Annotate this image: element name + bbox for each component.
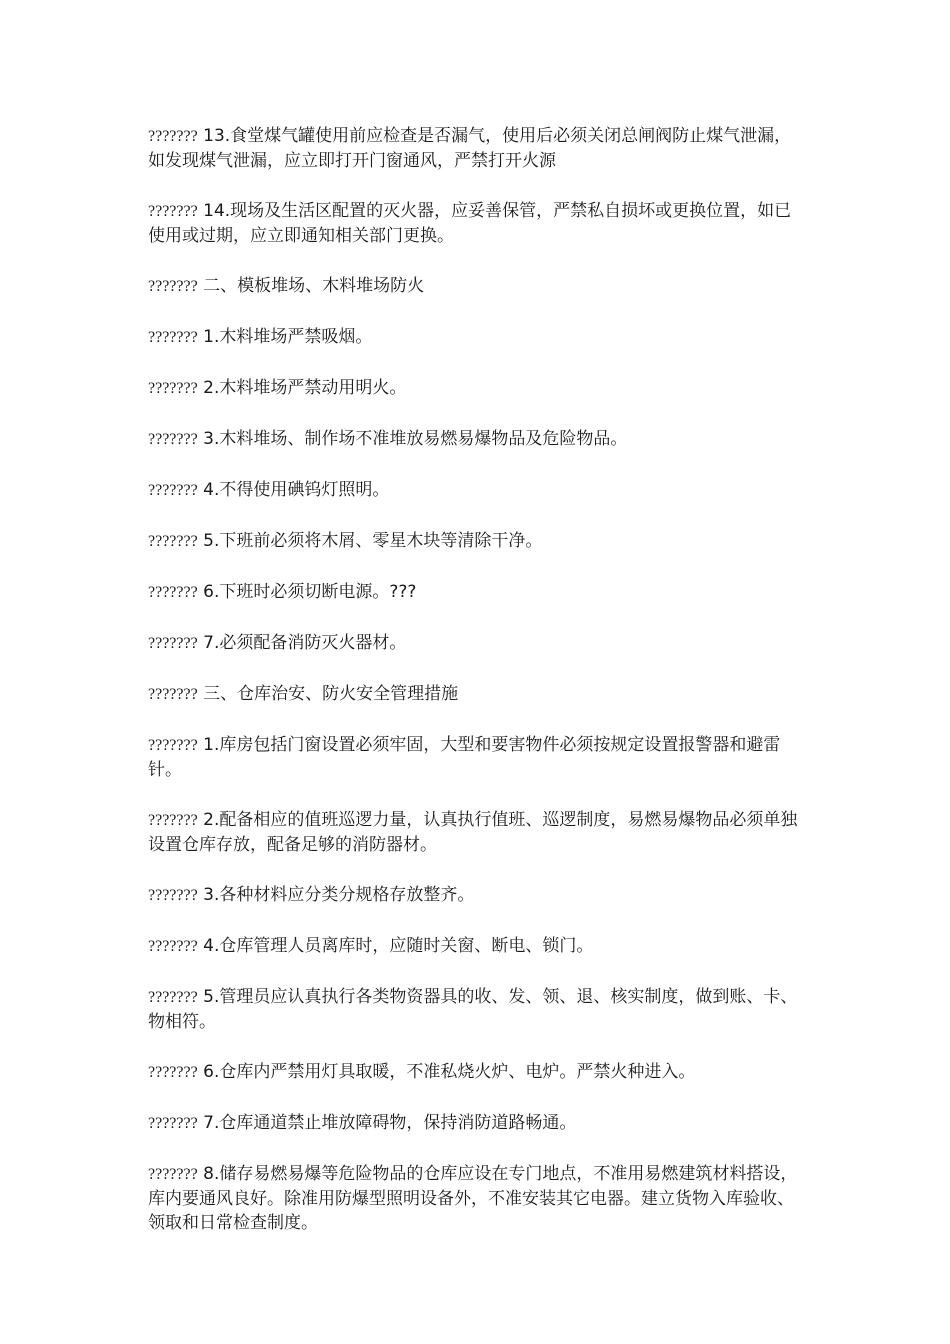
paragraph-text: 4.不得使用碘钨灯照明。 [197,480,390,500]
paragraph-text: 6.下班时必须切断电源。??? [197,582,417,602]
paragraph-lead-marks: ??????? [148,938,198,955]
paragraph-lead-marks: ??????? [148,737,198,754]
paragraph-lead-marks: ??????? [148,380,198,397]
list-item [148,478,808,503]
list-item [148,427,808,452]
list-item [148,985,808,1034]
list-item [148,325,808,350]
paragraph-text: 14.现场及生活区配置的灭火器，应妥善保管，严禁私自损坏或更换位置，如已使用或过期，应立即通知相关部门更换。 [148,201,792,246]
section-heading-2 [148,274,808,299]
paragraph-lead-marks: ??????? [148,887,198,904]
list-item [148,733,808,782]
paragraph-text: 7.必须配备消防灭火器材。 [197,633,407,653]
paragraph-text: 1.木料堆场严禁吸烟。 [197,327,373,347]
paragraph-lead-marks: ??????? [148,686,198,703]
section-heading-3 [148,682,808,707]
document-body [148,124,808,1261]
section-heading-text: 三、仓库治安、防火安全管理措施 [197,684,459,704]
paragraph-text: 2.配备相应的值班巡逻力量，认真执行值班、巡逻制度，易燃易爆物品必须单独设置仓库存放，配备足够的消防器材。 [148,810,798,855]
paragraph-text: 2.木料堆场严禁动用明火。 [197,378,407,398]
list-item [148,808,808,857]
paragraph-13-gas-tank [148,124,808,173]
list-item [148,1060,808,1085]
paragraph-lead-marks: ??????? [148,1064,198,1081]
list-item [148,529,808,554]
paragraph-lead-marks: ??????? [148,812,198,829]
paragraph-lead-marks: ??????? [148,989,198,1006]
paragraph-lead-marks: ??????? [148,1166,198,1183]
paragraph-lead-marks: ??????? [148,278,198,295]
paragraph-text: 6.仓库内严禁用灯具取暖，不准私烧火炉、电炉。严禁火种进入。 [197,1062,696,1082]
paragraph-text: 3.木料堆场、制作场不准堆放易燃易爆物品及危险物品。 [197,429,628,449]
paragraph-text: 5.管理员应认真执行各类物资器具的收、发、领、退、核实制度，做到账、卡、物相符。 [148,987,798,1032]
paragraph-text: 13.食堂煤气罐使用前应检查是否漏气，使用后必须关闭总闸阀防止煤气泄漏，如发现煤气泄漏，应立即打开门窗通风，严禁打开火源 [148,126,792,171]
paragraph-14-extinguishers [148,199,808,248]
paragraph-lead-marks: ??????? [148,1115,198,1132]
paragraph-text: 5.下班前必须将木屑、零星木块等清除干净。 [197,531,543,551]
list-item [148,883,808,908]
list-item [148,580,808,605]
paragraph-text: 8.储存易燃易爆等危险物品的仓库应设在专门地点，不准用易燃建筑材料搭设，库内要通风良好。除准用防爆型照明设备外，不准安装其它电器。建立货物入库验收、领取和日常检查制度。 [148,1164,798,1233]
paragraph-text: 3.各种材料应分类分规格存放整齐。 [197,885,475,905]
list-item [148,934,808,959]
section-heading-text: 二、模板堆场、木料堆场防火 [197,276,425,296]
paragraph-lead-marks: ??????? [148,584,198,601]
paragraph-lead-marks: ??????? [148,128,198,145]
paragraph-lead-marks: ??????? [148,482,198,499]
list-item [148,1162,808,1235]
paragraph-text: 7.仓库通道禁止堆放障碍物，保持消防道路畅通。 [197,1113,577,1133]
paragraph-text: 4.仓库管理人员离库时，应随时关窗、断电、锁门。 [197,936,594,956]
list-item [148,376,808,401]
paragraph-lead-marks: ??????? [148,329,198,346]
list-item [148,631,808,656]
paragraph-lead-marks: ??????? [148,431,198,448]
paragraph-lead-marks: ??????? [148,533,198,550]
list-item [148,1111,808,1136]
paragraph-lead-marks: ??????? [148,203,198,220]
paragraph-lead-marks: ??????? [148,635,198,652]
paragraph-text: 1.库房包括门窗设置必须牢固，大型和要害物件必须按规定设置报警器和避雷针。 [148,735,781,780]
